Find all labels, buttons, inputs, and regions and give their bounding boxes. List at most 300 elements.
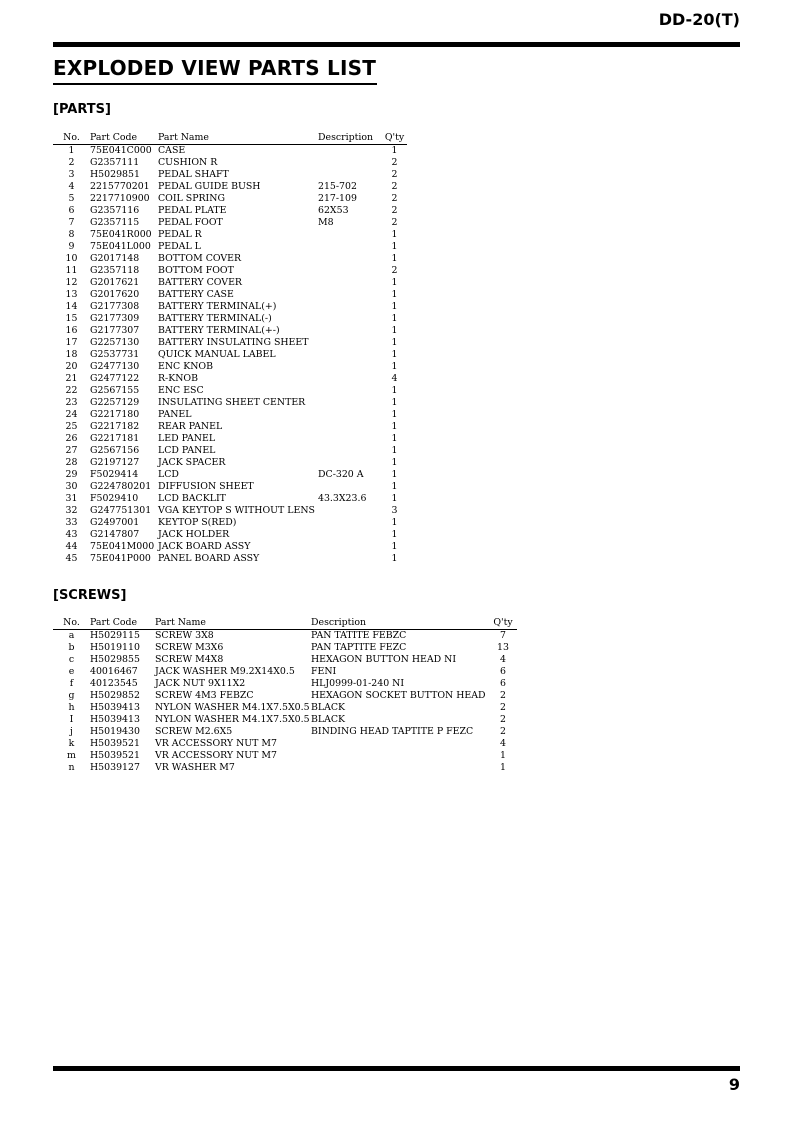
table-row: [53, 241, 407, 253]
description: [318, 409, 382, 421]
row-number: f: [69, 678, 74, 689]
table-row: [53, 541, 407, 553]
table-row: [53, 666, 517, 678]
part-code: 2215770201: [90, 181, 150, 192]
table-row: [53, 529, 407, 541]
table-row: [53, 361, 407, 373]
part-code: G2147807: [90, 529, 140, 540]
part-code: H5029115: [90, 630, 140, 641]
table-row: [53, 397, 407, 409]
table-row: [53, 289, 407, 301]
quantity: 1: [391, 553, 398, 564]
description: [311, 762, 489, 774]
part-code: G2257129: [90, 397, 140, 408]
quantity: 1: [391, 409, 398, 420]
part-name: PEDAL PLATE: [158, 205, 227, 216]
part-name: CUSHION R: [158, 157, 218, 168]
quantity: 1: [391, 481, 398, 492]
description: [318, 325, 382, 337]
part-name: LCD PANEL: [158, 445, 216, 456]
row-number: 29: [65, 469, 78, 480]
table-row: [53, 145, 407, 158]
quantity: 1: [391, 313, 398, 324]
table-row: [53, 702, 517, 714]
part-name: LCD BACKLIT: [158, 493, 226, 504]
table-row: [53, 553, 407, 565]
row-number: 25: [65, 421, 78, 432]
table-row: [53, 433, 407, 445]
quantity: 1: [500, 762, 506, 773]
page-number: 9: [728, 1075, 740, 1094]
table-row: [53, 493, 407, 505]
part-name: PEDAL SHAFT: [158, 169, 229, 180]
part-code: H5019110: [90, 642, 140, 653]
table-row: [53, 714, 517, 726]
part-name: PANEL: [158, 409, 192, 420]
part-code: 75E041C000: [90, 145, 152, 156]
description: [318, 517, 382, 529]
description: [318, 157, 382, 169]
screws-heading: [SCREWS]: [53, 588, 127, 603]
description: 62X53: [318, 205, 349, 216]
part-code: 75E041M000: [90, 541, 155, 552]
part-name: DIFFUSION SHEET: [158, 481, 254, 492]
quantity: 2: [391, 169, 398, 180]
row-number: n: [68, 762, 75, 773]
part-name: PANEL BOARD ASSY: [158, 553, 260, 564]
table-row: [53, 253, 407, 265]
header-rule: [53, 42, 740, 47]
row-number: 30: [65, 481, 78, 492]
description: [318, 229, 382, 241]
part-name: BOTTOM COVER: [158, 253, 242, 264]
part-code: G2217181: [90, 433, 140, 444]
part-code: 75E041L000: [90, 241, 151, 252]
part-name: NYLON WASHER M4.1X7.5X0.5: [155, 714, 310, 725]
part-name: JACK SPACER: [158, 457, 226, 468]
model-number: DD-20(T): [658, 10, 740, 29]
description: PAN TATITE FEBZC: [311, 630, 407, 641]
quantity: 1: [391, 517, 398, 528]
part-name: LED PANEL: [158, 433, 216, 444]
col-part-code: Part Code: [90, 132, 158, 145]
quantity: 1: [391, 301, 398, 312]
quantity: 1: [391, 289, 398, 300]
part-name: BOTTOM FOOT: [158, 265, 234, 276]
part-name: SCREW M3X6: [155, 642, 224, 653]
row-number: 23: [65, 397, 78, 408]
parts-table: [53, 132, 407, 565]
part-name: VGA KEYTOP S WITHOUT LENS: [158, 505, 315, 516]
part-code: H5019430: [90, 726, 140, 737]
col-no: No.: [53, 132, 90, 145]
part-name: VR ACCESSORY NUT M7: [155, 750, 277, 761]
part-code: G2477122: [90, 373, 140, 384]
row-number: m: [67, 750, 76, 761]
part-code: H5029851: [90, 169, 140, 180]
row-number: 20: [65, 361, 78, 372]
table-row: [53, 349, 407, 361]
row-number: b: [68, 642, 75, 653]
quantity: 1: [391, 445, 398, 456]
description: [318, 277, 382, 289]
footer-rule: [53, 1066, 740, 1071]
row-number: 24: [65, 409, 78, 420]
description: [318, 421, 382, 433]
col-qty: Q'ty: [382, 132, 407, 145]
table-row: [53, 313, 407, 325]
quantity: 1: [391, 529, 398, 540]
row-number: 18: [65, 349, 78, 360]
part-name: ENC ESC: [158, 385, 204, 396]
part-name: BATTERY COVER: [158, 277, 242, 288]
description: [318, 361, 382, 373]
description: [318, 289, 382, 301]
part-code: G2567156: [90, 445, 140, 456]
quantity: 1: [391, 385, 398, 396]
row-number: 26: [65, 433, 78, 444]
row-number: 6: [68, 205, 75, 216]
quantity: 1: [391, 493, 398, 504]
quantity: 1: [391, 361, 398, 372]
table-row: [53, 469, 407, 481]
quantity: 2: [500, 702, 506, 713]
part-name: SCREW 3X8: [155, 630, 214, 641]
title-underline: [53, 83, 377, 85]
row-number: 7: [68, 217, 75, 228]
part-name: LCD: [158, 469, 179, 480]
row-number: I: [69, 714, 74, 725]
quantity: 1: [391, 277, 398, 288]
part-name: INSULATING SHEET CENTER: [158, 397, 306, 408]
col-part-name: Part Name: [158, 132, 318, 145]
description: [318, 253, 382, 265]
part-code: G2197127: [90, 457, 140, 468]
part-code: G2357116: [90, 205, 140, 216]
row-number: 5: [68, 193, 75, 204]
screws-header-row: [53, 617, 517, 630]
quantity: 1: [391, 421, 398, 432]
part-name: KEYTOP S(RED): [158, 517, 237, 528]
part-code: G2257130: [90, 337, 140, 348]
description: [318, 481, 382, 493]
part-name: REAR PANEL: [158, 421, 223, 432]
row-number: g: [68, 690, 75, 701]
part-name: BATTERY CASE: [158, 289, 234, 300]
description: [318, 301, 382, 313]
description: [318, 541, 382, 553]
col-description: Description: [318, 132, 382, 145]
row-number: h: [68, 702, 75, 713]
screws-table: [53, 617, 517, 774]
part-code: 75E041R000: [90, 229, 152, 240]
row-number: 44: [65, 541, 78, 552]
row-number: 33: [65, 517, 78, 528]
table-row: [53, 654, 517, 666]
part-name: BATTERY TERMINAL(+): [158, 301, 277, 312]
description: [318, 265, 382, 277]
table-row: [53, 481, 407, 493]
quantity: 2: [500, 726, 506, 737]
part-name: BATTERY INSULATING SHEET: [158, 337, 309, 348]
description: M8: [318, 217, 334, 228]
description: [318, 313, 382, 325]
row-number: 31: [65, 493, 78, 504]
row-number: 16: [65, 325, 78, 336]
part-name: R-KNOB: [158, 373, 199, 384]
row-number: 14: [65, 301, 78, 312]
row-number: 11: [65, 265, 78, 276]
part-name: SCREW M4X8: [155, 654, 224, 665]
col-description: Description: [311, 617, 489, 630]
quantity: 1: [391, 253, 398, 264]
part-code: G2177307: [90, 325, 140, 336]
part-code: H5039127: [90, 762, 140, 773]
part-code: G2357118: [90, 265, 140, 276]
col-no: No.: [53, 617, 90, 630]
description: [318, 529, 382, 541]
parts-heading: [PARTS]: [53, 102, 111, 117]
part-code: G2177309: [90, 313, 140, 324]
row-number: 9: [68, 241, 75, 252]
table-row: [53, 421, 407, 433]
table-row: [53, 738, 517, 750]
table-row: [53, 505, 407, 517]
table-row: [53, 726, 517, 738]
row-number: 4: [68, 181, 75, 192]
description: [311, 738, 489, 750]
part-code: G2217180: [90, 409, 140, 420]
part-name: JACK NUT 9X11X2: [155, 678, 246, 689]
row-number: e: [68, 666, 75, 677]
row-number: c: [68, 654, 75, 665]
quantity: 2: [391, 193, 398, 204]
description: [318, 397, 382, 409]
description: [318, 241, 382, 253]
row-number: 15: [65, 313, 78, 324]
part-name: PEDAL FOOT: [158, 217, 223, 228]
quantity: 1: [391, 145, 398, 156]
quantity: 1: [391, 337, 398, 348]
part-code: G2497001: [90, 517, 140, 528]
part-name: SCREW 4M3 FEBZC: [155, 690, 254, 701]
row-number: 43: [65, 529, 78, 540]
part-code: G2017621: [90, 277, 140, 288]
description: HEXAGON SOCKET BUTTON HEAD: [311, 690, 486, 701]
part-code: G2477130: [90, 361, 140, 372]
table-row: [53, 678, 517, 690]
part-name: NYLON WASHER M4.1X7.5X0.5: [155, 702, 310, 713]
table-row: [53, 750, 517, 762]
description: [318, 553, 382, 565]
part-name: BATTERY TERMINAL(-): [158, 313, 272, 324]
description: [318, 337, 382, 349]
quantity: 6: [500, 666, 506, 677]
part-code: H5029855: [90, 654, 140, 665]
parts-header-row: [53, 132, 407, 145]
table-row: [53, 169, 407, 181]
part-name: PEDAL L: [158, 241, 201, 252]
quantity: 1: [391, 541, 398, 552]
part-code: H5039521: [90, 738, 140, 749]
part-code: 40016467: [90, 666, 138, 677]
row-number: 10: [65, 253, 78, 264]
part-code: F5029410: [90, 493, 139, 504]
description: 43.3X23.6: [318, 493, 367, 504]
table-row: [53, 690, 517, 702]
col-part-name: Part Name: [155, 617, 311, 630]
row-number: k: [68, 738, 75, 749]
row-number: 12: [65, 277, 78, 288]
quantity: 1: [391, 229, 398, 240]
part-name: SCREW M2.6X5: [155, 726, 233, 737]
quantity: 1: [391, 457, 398, 468]
quantity: 1: [500, 750, 506, 761]
quantity: 13: [497, 642, 509, 653]
table-row: [53, 457, 407, 469]
part-code: G2017148: [90, 253, 140, 264]
part-code: G2357115: [90, 217, 140, 228]
table-row: [53, 409, 407, 421]
row-number: 22: [65, 385, 78, 396]
description: [318, 505, 382, 517]
part-code: G2357111: [90, 157, 140, 168]
table-row: [53, 229, 407, 241]
part-code: G2537731: [90, 349, 140, 360]
description: BLACK: [311, 714, 346, 725]
part-code: G2017620: [90, 289, 140, 300]
part-code: F5029414: [90, 469, 139, 480]
part-code: G2567155: [90, 385, 140, 396]
quantity: 2: [391, 157, 398, 168]
row-number: 21: [65, 373, 78, 384]
part-name: QUICK MANUAL LABEL: [158, 349, 276, 360]
row-number: 45: [65, 553, 78, 564]
description: [318, 457, 382, 469]
quantity: 4: [500, 738, 506, 749]
table-row: [53, 265, 407, 277]
row-number: 32: [65, 505, 78, 516]
table-row: [53, 630, 517, 643]
quantity: 2: [500, 714, 506, 725]
part-name: JACK HOLDER: [158, 529, 230, 540]
quantity: 2: [500, 690, 506, 701]
row-number: 13: [65, 289, 78, 300]
table-row: [53, 277, 407, 289]
part-name: VR ACCESSORY NUT M7: [155, 738, 277, 749]
quantity: 4: [500, 654, 506, 665]
table-row: [53, 445, 407, 457]
table-row: [53, 642, 517, 654]
part-code: G224780201: [90, 481, 152, 492]
part-name: BATTERY TERMINAL(+-): [158, 325, 280, 336]
description: [318, 169, 382, 181]
description: BLACK: [311, 702, 346, 713]
part-code: H5039413: [90, 714, 140, 725]
part-name: ENC KNOB: [158, 361, 213, 372]
description: HEXAGON BUTTON HEAD NI: [311, 654, 457, 665]
quantity: 2: [391, 217, 398, 228]
description: [318, 145, 382, 158]
row-number: 1: [68, 145, 75, 156]
part-name: JACK WASHER M9.2X14X0.5: [155, 666, 295, 677]
description: DC-320 A: [318, 469, 364, 480]
quantity: 4: [391, 373, 398, 384]
part-code: H5039521: [90, 750, 140, 761]
part-code: 2217710900: [90, 193, 150, 204]
description: 217-109: [318, 193, 357, 204]
quantity: 7: [500, 630, 506, 641]
part-name: COIL SPRING: [158, 193, 225, 204]
quantity: 6: [500, 678, 506, 689]
row-number: 3: [68, 169, 75, 180]
part-name: VR WASHER M7: [155, 762, 235, 773]
quantity: 1: [391, 349, 398, 360]
quantity: 2: [391, 205, 398, 216]
description: [311, 750, 489, 762]
page-title: EXPLODED VIEW PARTS LIST: [53, 56, 377, 80]
quantity: 1: [391, 325, 398, 336]
row-number: a: [68, 630, 75, 641]
table-row: [53, 385, 407, 397]
quantity: 1: [391, 397, 398, 408]
description: FENI: [311, 666, 337, 677]
row-number: 17: [65, 337, 78, 348]
quantity: 2: [391, 265, 398, 276]
row-number: 2: [68, 157, 75, 168]
description: BINDING HEAD TAPTITE P FEZC: [311, 726, 474, 737]
part-code: H5029852: [90, 690, 140, 701]
description: [318, 349, 382, 361]
table-row: [53, 301, 407, 313]
part-code: 40123545: [90, 678, 138, 689]
part-name: PEDAL R: [158, 229, 202, 240]
quantity: 2: [391, 181, 398, 192]
table-row: [53, 217, 407, 229]
description: 215-702: [318, 181, 357, 192]
table-row: [53, 762, 517, 774]
col-qty: Q'ty: [489, 617, 517, 630]
description: [318, 385, 382, 397]
part-name: PEDAL GUIDE BUSH: [158, 181, 261, 192]
part-code: G2177308: [90, 301, 140, 312]
row-number: 27: [65, 445, 78, 456]
part-code: G2217182: [90, 421, 140, 432]
part-name: JACK BOARD ASSY: [158, 541, 251, 552]
row-number: 28: [65, 457, 78, 468]
table-row: [53, 517, 407, 529]
row-number: 8: [68, 229, 75, 240]
table-row: [53, 325, 407, 337]
description: [318, 433, 382, 445]
description: PAN TAPTITE FEZC: [311, 642, 407, 653]
row-number: j: [70, 726, 73, 737]
description: [318, 445, 382, 457]
part-name: CASE: [158, 145, 186, 156]
description: [318, 373, 382, 385]
col-part-code: Part Code: [90, 617, 155, 630]
part-code: G247751301: [90, 505, 152, 516]
quantity: 1: [391, 469, 398, 480]
description: HLJ0999-01-240 NI: [311, 678, 405, 689]
part-code: H5039413: [90, 702, 140, 713]
table-row: [53, 181, 407, 193]
part-code: 75E041P000: [90, 553, 151, 564]
quantity: 1: [391, 241, 398, 252]
table-row: [53, 193, 407, 205]
quantity: 1: [391, 433, 398, 444]
table-row: [53, 373, 407, 385]
